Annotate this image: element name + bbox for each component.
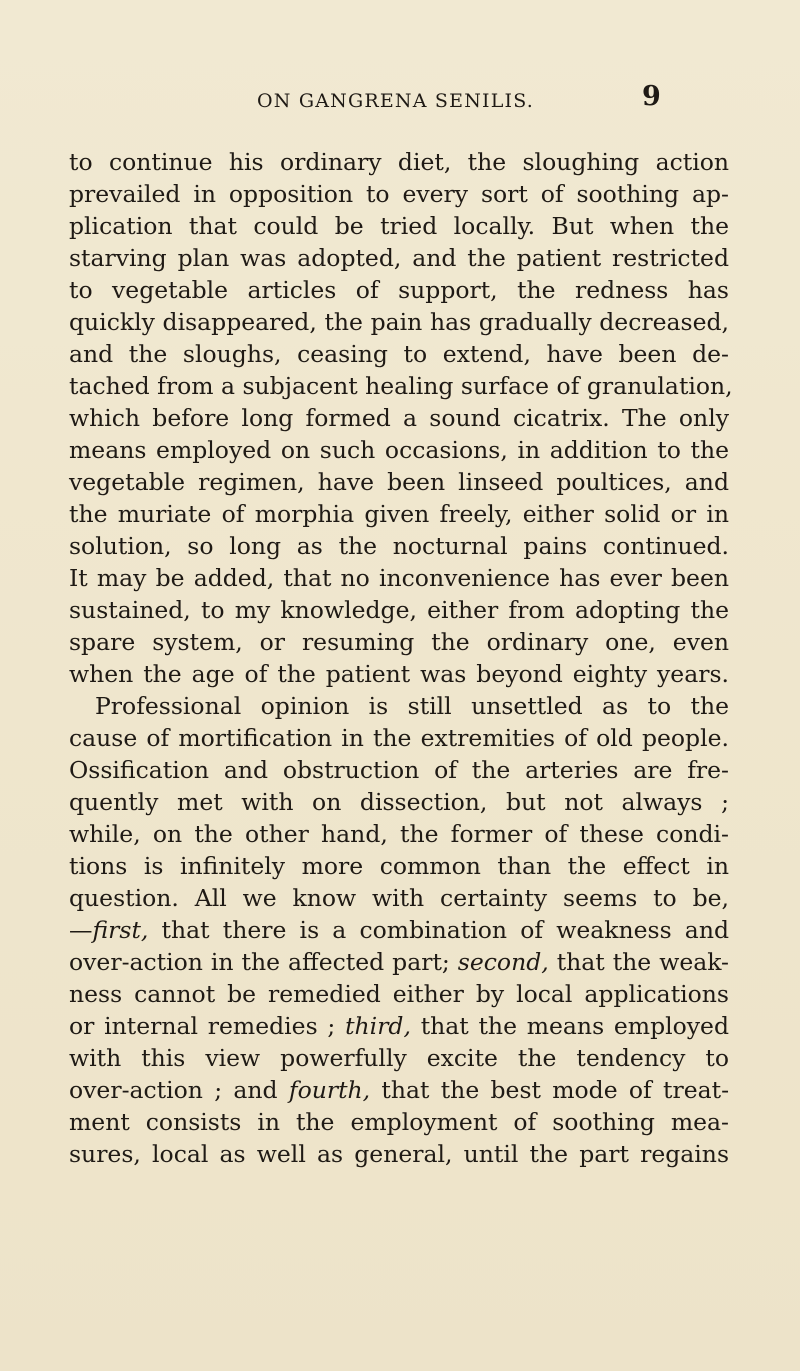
text-line: vegetable regimen, have been linseed poultices, and <box>69 468 729 496</box>
text-line: Ossification and obstruction of the arteries are fre- <box>69 756 729 784</box>
text-line: solution, so long as the nocturnal pains continued. <box>69 532 729 560</box>
text-line: to vegetable articles of support, the redness has <box>69 276 729 304</box>
text-line: with this view powerfully excite the tendency to <box>69 1044 729 1072</box>
text-line: when the age of the patient was beyond eighty years. <box>69 660 729 688</box>
text-line: quently met with on dissection, but not always ; <box>69 788 729 816</box>
text-line: sures, local as well as general, until the part regains <box>69 1140 729 1168</box>
text-fragment: that there is a combination of weakness and <box>148 916 729 944</box>
text-line: spare system, or resuming the ordinary one, even <box>69 628 729 656</box>
text-line: means employed on such occasions, in addition to the <box>69 436 729 464</box>
italic-fragment: third, <box>345 1012 411 1040</box>
text-line <box>69 914 729 946</box>
text-line-paragraph-start: Professional opinion is still unsettled as to the <box>95 692 729 720</box>
text-fragment: that the means employed <box>410 1012 730 1040</box>
text-line <box>69 946 729 978</box>
text-line: tions is infinitely more common than the effect in <box>69 852 729 880</box>
text-line: question. All we know with certainty seems to be, <box>69 884 729 912</box>
text-fragment: — <box>69 916 93 944</box>
running-title: ON GANGRENA SENILIS. <box>257 90 535 112</box>
text-line: while, on the other hand, the former of these condi- <box>69 820 729 848</box>
text-fragment: or internal remedies ; <box>69 1012 346 1040</box>
body-text <box>69 146 733 1170</box>
text-line: to continue his ordinary diet, the sloughing action <box>69 148 729 176</box>
text-line: which before long formed a sound cicatrix. The only <box>69 404 729 432</box>
text-line: It may be added, that no inconvenience has ever been <box>69 564 729 592</box>
text-line: tached from a subjacent healing surface of granulation, <box>69 372 733 400</box>
text-line <box>69 1074 729 1106</box>
text-fragment: that the weak- <box>548 948 729 976</box>
text-fragment: that the best mode of treat- <box>370 1076 730 1104</box>
running-head <box>0 81 800 116</box>
text-line: sustained, to my knowledge, either from adopting the <box>69 596 729 624</box>
text-line: quickly disappeared, the pain has gradually decreased, <box>69 308 729 336</box>
italic-fragment: second, <box>457 948 549 976</box>
italic-fragment: first, <box>92 916 149 944</box>
text-line <box>69 1010 729 1042</box>
text-line: ment consists in the employment of soothing mea- <box>69 1108 729 1136</box>
text-line: starving plan was adopted, and the patient restricted <box>69 244 729 272</box>
italic-fragment: fourth, <box>288 1076 371 1104</box>
text-fragment: over-action ; and <box>69 1076 289 1104</box>
text-line: ness cannot be remedied either by local applications <box>69 980 729 1008</box>
text-line: prevailed in opposition to every sort of soothing ap- <box>69 180 729 208</box>
text-line: cause of mortification in the extremities of old people. <box>69 724 729 752</box>
text-line: the muriate of morphia given freely, either solid or in <box>69 500 729 528</box>
text-line: and the sloughs, ceasing to extend, have been de- <box>69 340 729 368</box>
page-number: 9 <box>642 81 661 112</box>
text-line: plication that could be tried locally. But when the <box>69 212 729 240</box>
text-fragment: over-action in the affected part; <box>69 948 458 976</box>
